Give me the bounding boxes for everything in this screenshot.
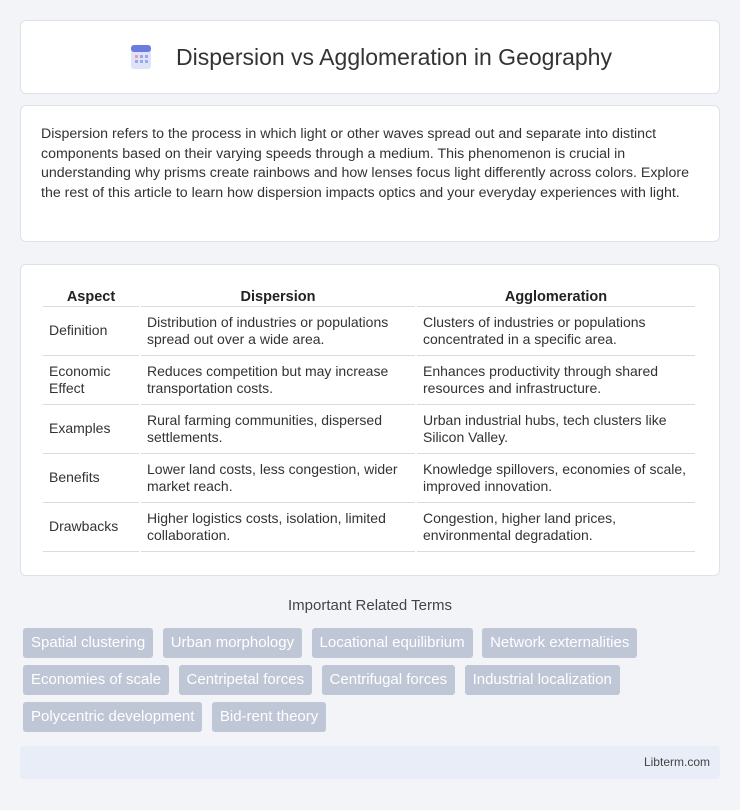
related-term-tag[interactable]: Network externalities — [482, 628, 637, 658]
intro-card — [20, 105, 720, 242]
table-header-row — [43, 287, 695, 307]
document-icon — [128, 43, 154, 71]
related-term-tag[interactable]: Bid-rent theory — [212, 702, 326, 732]
comparison-table — [41, 287, 697, 552]
footer-site-link[interactable]: Libterm.com — [643, 755, 710, 769]
cell-dispersion: Lower land costs, less congestion, wider market reach. — [141, 454, 415, 503]
cell-agglomeration: Congestion, higher land prices, environmental degradation. — [417, 503, 695, 552]
table-row — [43, 307, 695, 356]
related-term-tag[interactable]: Spatial clustering — [23, 628, 153, 658]
cell-aspect: Definition — [43, 307, 139, 356]
cell-dispersion: Reduces competition but may increase transportation costs. — [141, 356, 415, 405]
cell-aspect: Examples — [43, 405, 139, 454]
table-row — [43, 503, 695, 552]
cell-agglomeration: Urban industrial hubs, tech clusters like Silicon Valley. — [417, 405, 695, 454]
cell-agglomeration: Clusters of industries or populations concentrated in a specific area. — [417, 307, 695, 356]
related-term-tag[interactable]: Centrifugal forces — [322, 665, 456, 695]
related-term-tag[interactable]: Economies of scale — [23, 665, 169, 695]
related-term-tag[interactable]: Polycentric development — [23, 702, 202, 732]
table-row — [43, 356, 695, 405]
header-dispersion: Dispersion — [141, 287, 415, 307]
cell-dispersion: Rural farming communities, dispersed settlements. — [141, 405, 415, 454]
cell-aspect: Economic Effect — [43, 356, 139, 405]
cell-dispersion: Distribution of industries or populations spread out over a wide area. — [141, 307, 415, 356]
footer — [20, 746, 720, 779]
cell-agglomeration: Knowledge spillovers, economies of scale, improved innovation. — [417, 454, 695, 503]
table-row — [43, 405, 695, 454]
cell-dispersion: Higher logistics costs, isolation, limited collaboration. — [141, 503, 415, 552]
related-term-tag[interactable]: Centripetal forces — [179, 665, 313, 695]
cell-agglomeration: Enhances productivity through shared resources and infrastructure. — [417, 356, 695, 405]
comparison-table-card — [20, 264, 720, 576]
header-aspect: Aspect — [43, 287, 139, 307]
related-terms-title: Important Related Terms — [288, 597, 452, 614]
header-agglomeration: Agglomeration — [417, 287, 695, 307]
page-title: Dispersion vs Agglomeration in Geography — [176, 43, 612, 70]
cell-aspect: Benefits — [43, 454, 139, 503]
related-terms-list — [23, 628, 723, 739]
intro-paragraph: Dispersion refers to the process in which light or other waves spread out and separate into distinct components based on their varying speeds through a medium. This phenomenon is crucial in understanding why prisms create rainbows and how lenses focus light differently across colors. Explore the rest of this article to learn how dispersion impacts optics and your everyday experiences with light. — [41, 126, 689, 201]
title-card — [20, 20, 720, 94]
table-row — [43, 454, 695, 503]
related-term-tag[interactable]: Locational equilibrium — [312, 628, 473, 658]
related-term-tag[interactable]: Industrial localization — [465, 665, 620, 695]
cell-aspect: Drawbacks — [43, 503, 139, 552]
related-term-tag[interactable]: Urban morphology — [163, 628, 302, 658]
